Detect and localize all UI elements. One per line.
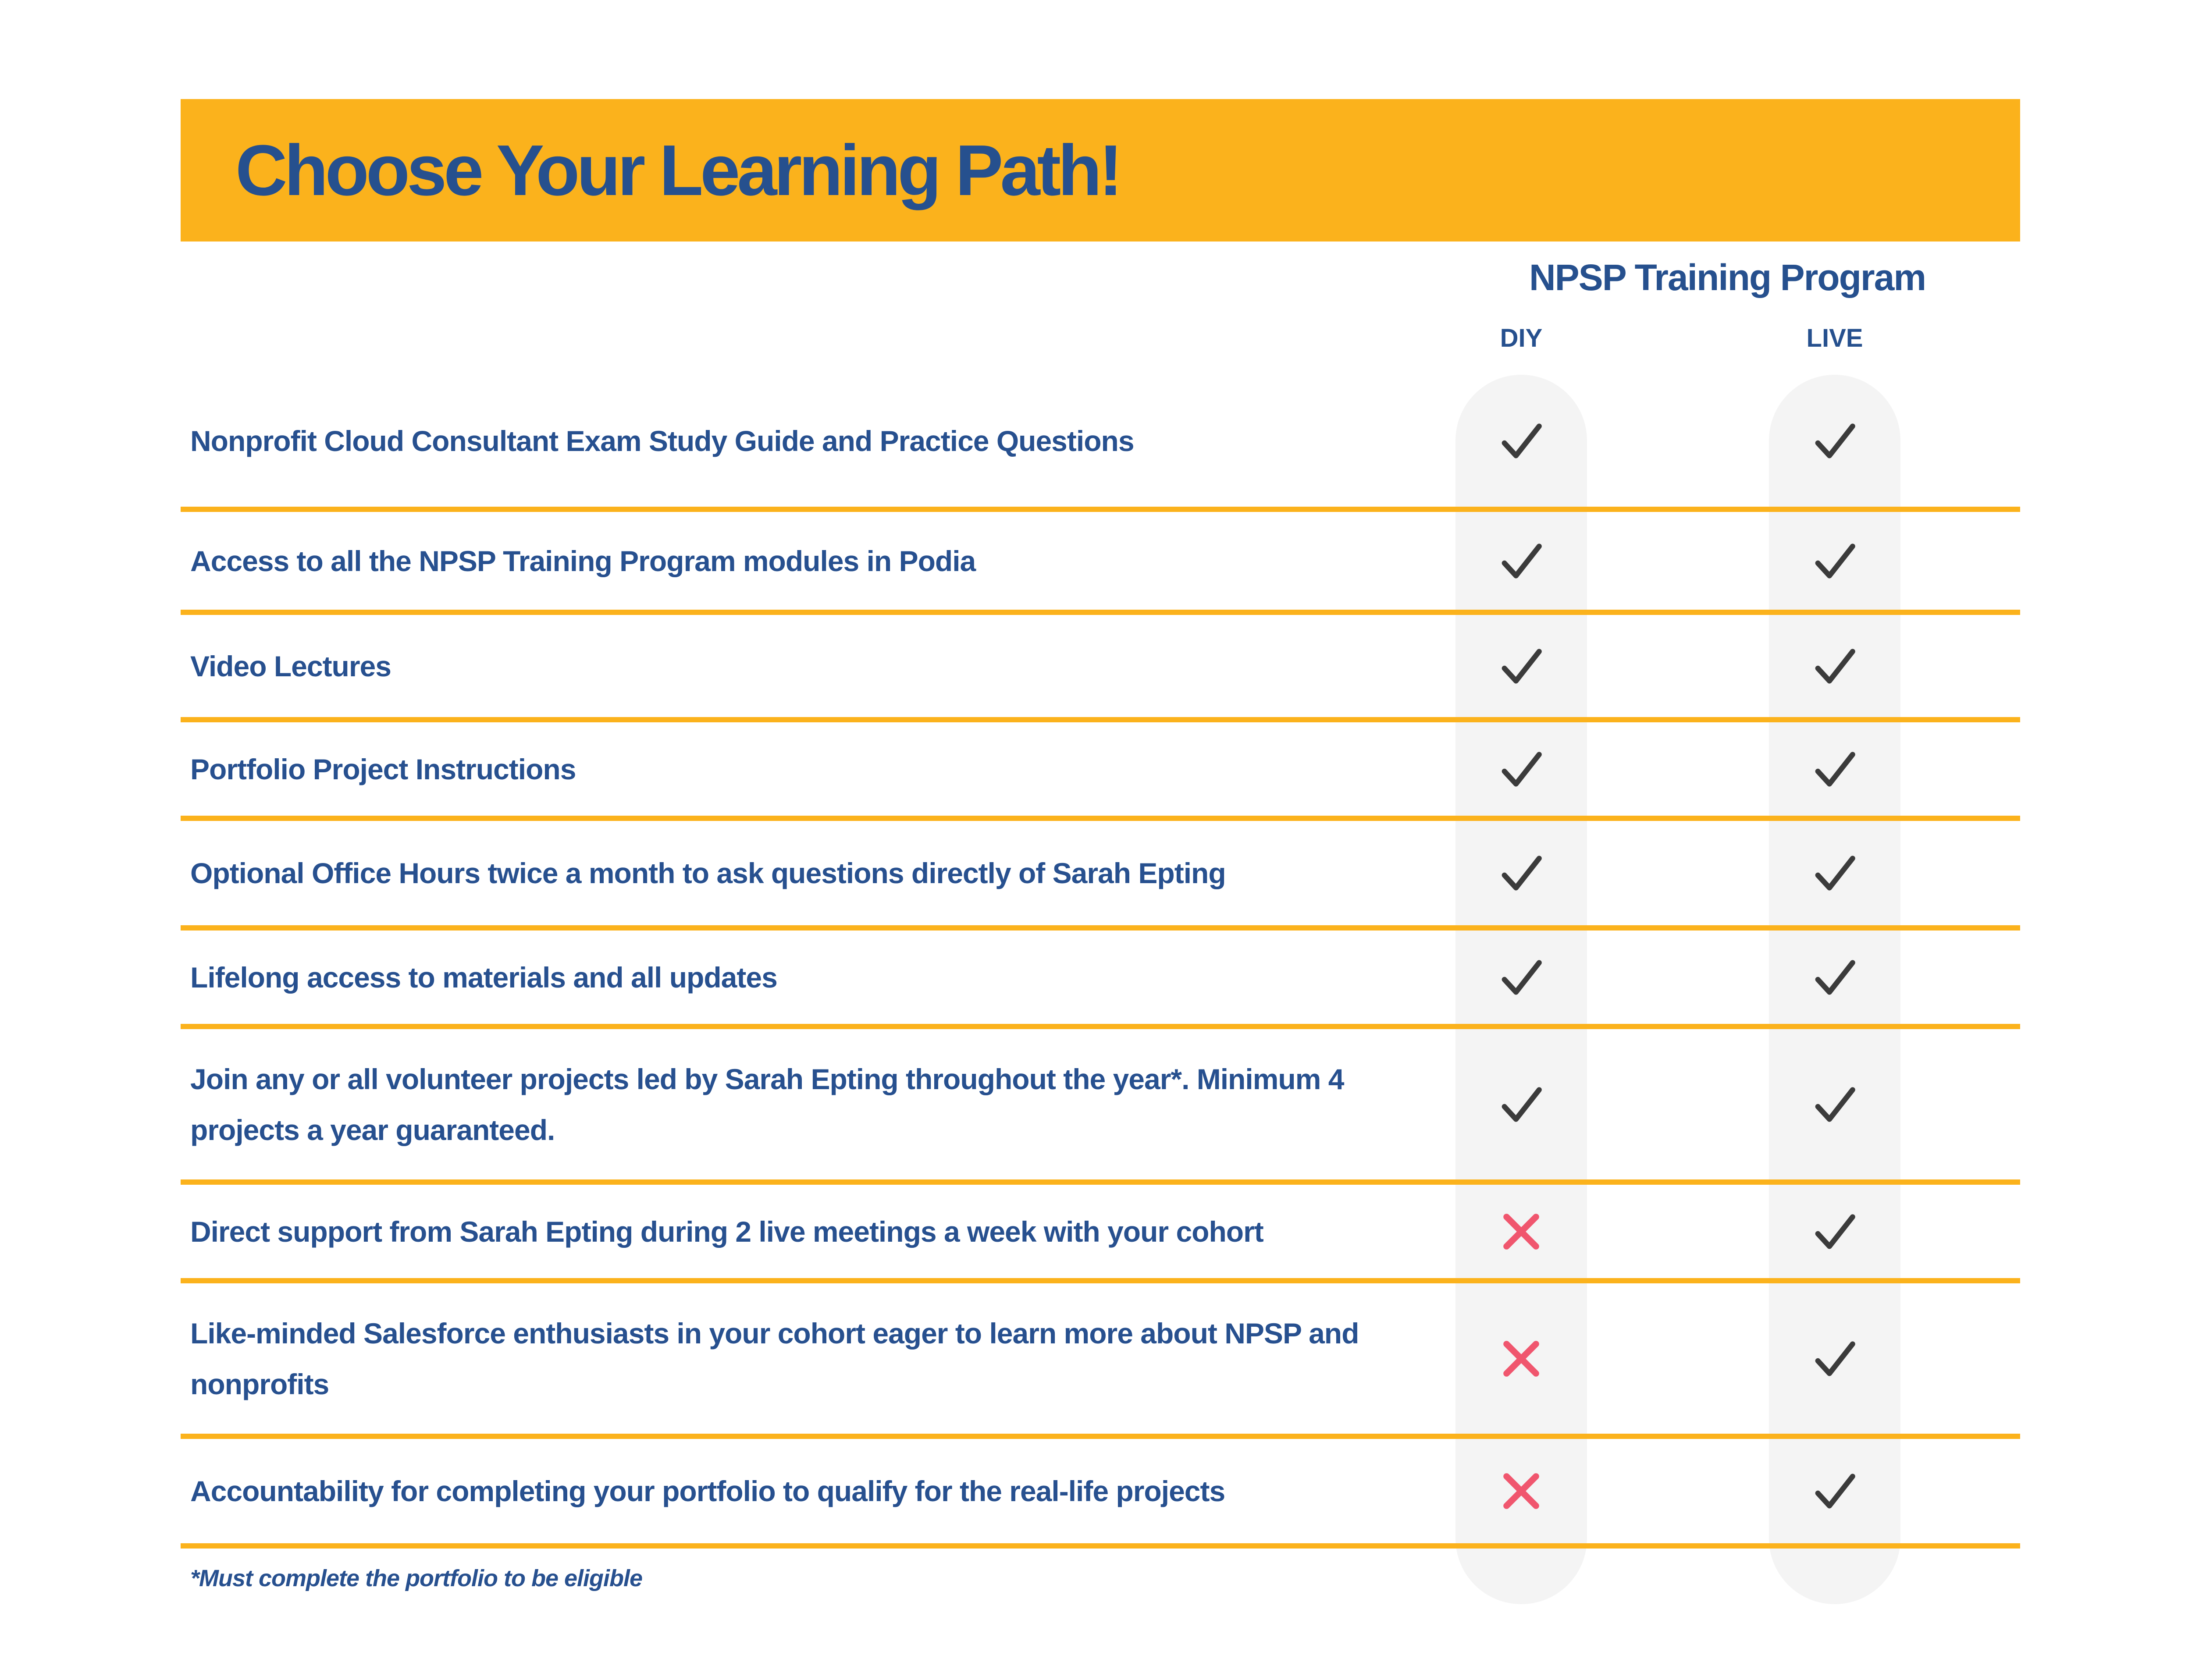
table-row xyxy=(181,1283,2020,1439)
feature-label: Portfolio Project Instructions xyxy=(190,753,576,785)
check-icon xyxy=(1808,1332,1861,1385)
table-row xyxy=(181,512,2020,615)
check-icon xyxy=(1495,535,1548,587)
feature-label: Direct support from Sarah Epting during 2 live meetings a week with your cohort xyxy=(190,1215,1263,1248)
check-icon xyxy=(1808,640,1861,693)
check-icon xyxy=(1808,415,1861,467)
feature-label: Nonprofit Cloud Consultant Exam Study Guide and Practice Questions xyxy=(190,424,1134,457)
table-row xyxy=(181,931,2020,1029)
check-icon xyxy=(1808,847,1861,899)
table-row xyxy=(181,1029,2020,1185)
table-row xyxy=(181,722,2020,821)
check-icon xyxy=(1808,743,1861,796)
feature-label: Join any or all volunteer projects led by Sarah Epting throughout the year*. Minimum 4 projects a year guaranteed. xyxy=(190,1062,1344,1146)
feature-label: Video Lectures xyxy=(190,650,391,682)
table-row xyxy=(181,615,2020,722)
live-column-header: LIVE xyxy=(1806,324,1863,352)
feature-label: Like-minded Salesforce enthusiasts in your cohort eager to learn more about NPSP and nonprofits xyxy=(190,1317,1359,1400)
check-icon xyxy=(1495,847,1548,899)
check-icon xyxy=(1808,535,1861,587)
diy-column-header: DIY xyxy=(1500,324,1543,352)
program-title: NPSP Training Program xyxy=(1529,257,1926,298)
check-icon xyxy=(1808,1078,1861,1131)
table-row xyxy=(181,1185,2020,1283)
check-icon xyxy=(1808,951,1861,1004)
feature-label: Optional Office Hours twice a month to ask questions directly of Sarah Epting xyxy=(190,857,1226,889)
cross-icon xyxy=(1495,1465,1548,1517)
check-icon xyxy=(1495,415,1548,467)
feature-label: Lifelong access to materials and all updates xyxy=(190,961,777,994)
check-icon xyxy=(1495,951,1548,1004)
footnote: *Must complete the portfolio to be eligible xyxy=(190,1565,643,1591)
feature-label: Accountability for completing your portfolio to qualify for the real-life projects xyxy=(190,1475,1225,1507)
check-icon xyxy=(1808,1205,1861,1258)
page-title: Choose Your Learning Path! xyxy=(235,130,1120,210)
check-icon xyxy=(1808,1465,1861,1517)
table-row xyxy=(181,375,2020,512)
feature-label: Access to all the NPSP Training Program modules in Podia xyxy=(190,544,976,577)
check-icon xyxy=(1495,640,1548,693)
table-row xyxy=(181,1439,2020,1549)
check-icon xyxy=(1495,743,1548,796)
feature-comparison-table xyxy=(181,375,2020,1549)
table-row xyxy=(181,821,2020,931)
cross-icon xyxy=(1495,1205,1548,1258)
title-banner xyxy=(181,99,2020,242)
cross-icon xyxy=(1495,1332,1548,1385)
check-icon xyxy=(1495,1078,1548,1131)
